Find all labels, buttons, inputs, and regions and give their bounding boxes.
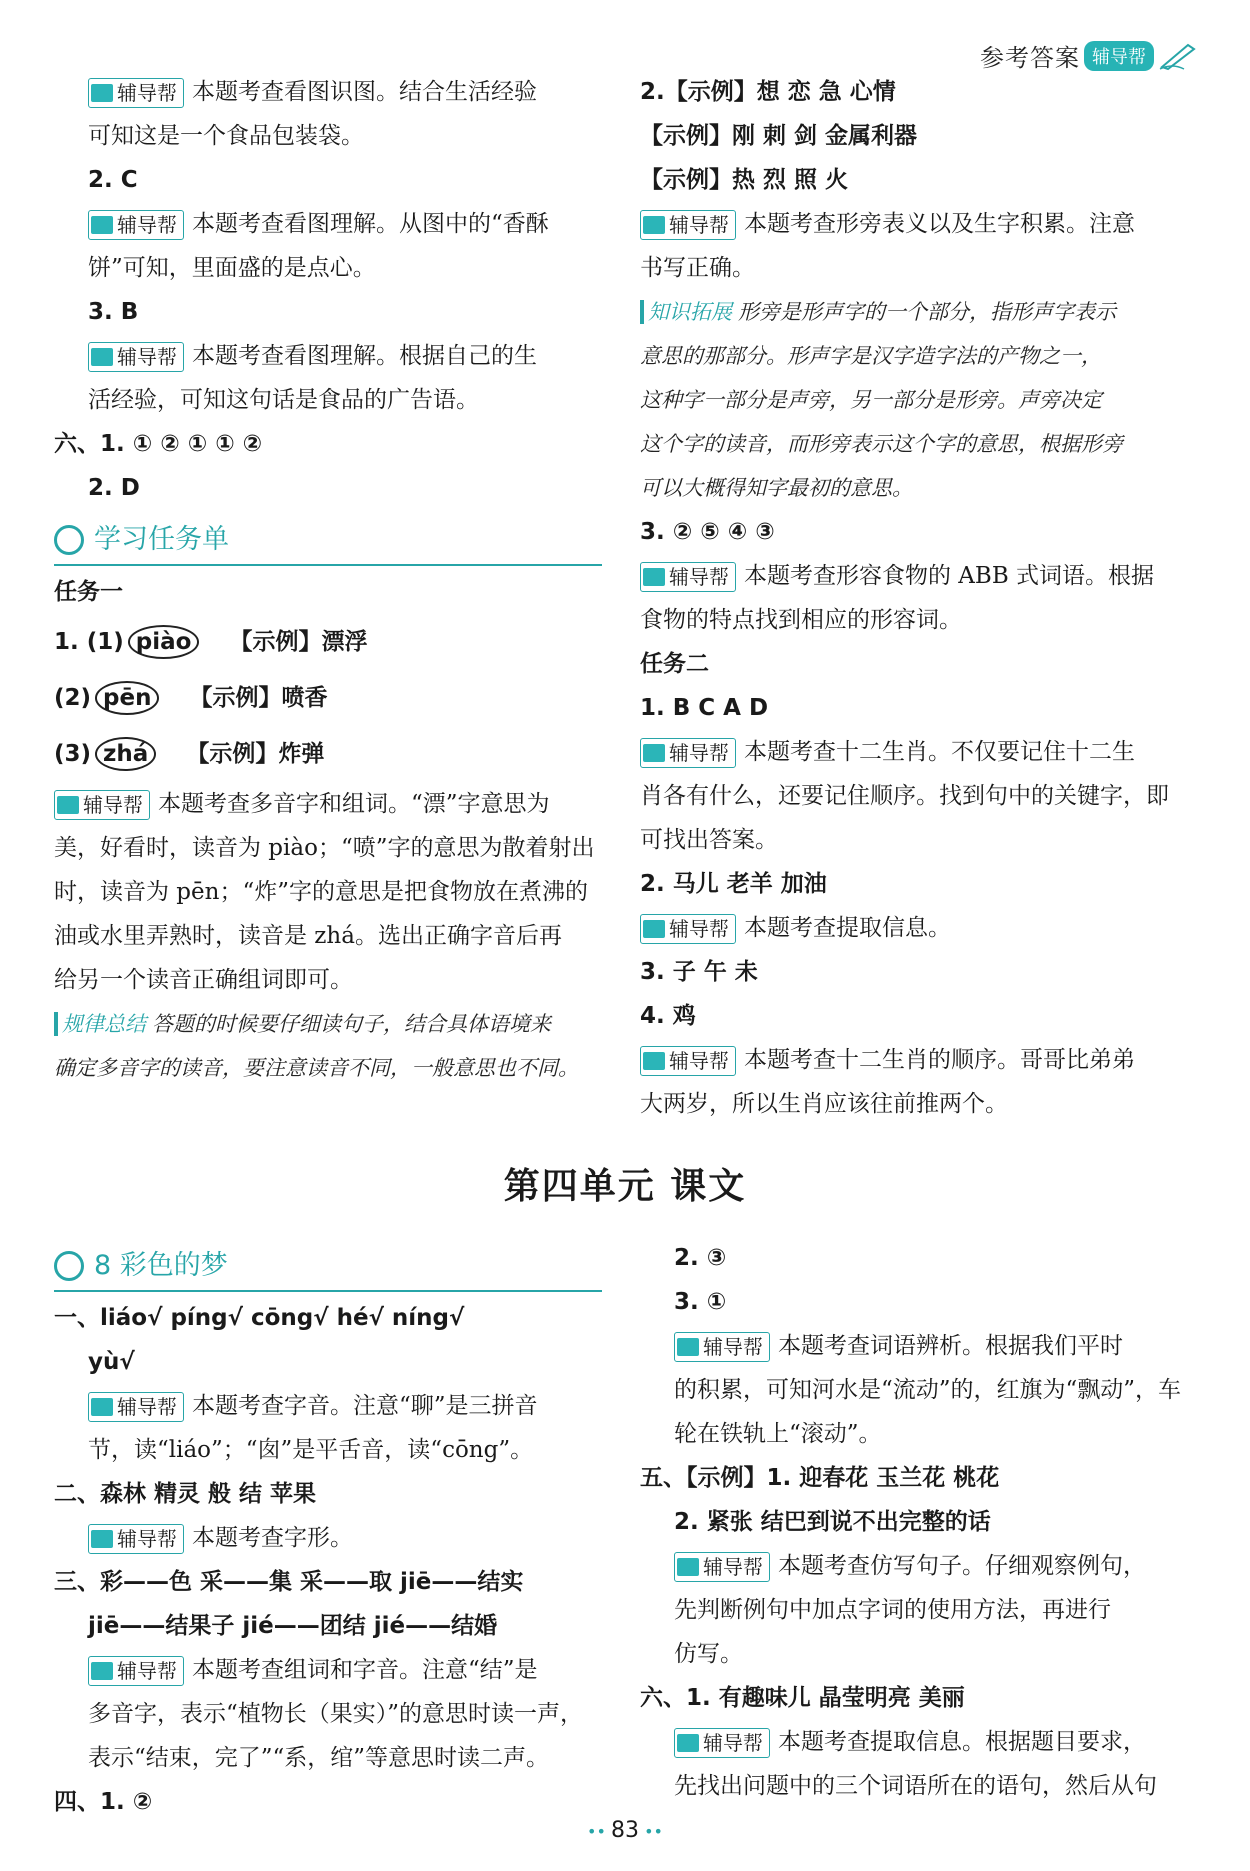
answer-line: 1. B C A D <box>640 695 769 721</box>
fudaobang-tag: 辅导帮 <box>640 914 736 944</box>
fudaobang-tag: 辅导帮 <box>640 1046 736 1076</box>
text-line: 轮在铁轨上“滚动”。 <box>674 1421 882 1447</box>
right-column <box>640 70 1196 1126</box>
text-line: 可找出答案。 <box>640 827 778 853</box>
pinyin-circled: piào <box>128 625 200 659</box>
fudaobang-tag: 辅导帮 <box>88 1392 184 1422</box>
answer-line: (2) pēn 【示例】喷香 <box>54 670 602 726</box>
answer-line: 六、1. 有趣味儿 晶莹明亮 美丽 <box>640 1685 965 1711</box>
fudaobang-tag: 辅导帮 <box>88 1656 184 1686</box>
text-line: 食物的特点找到相应的形容词。 <box>640 607 962 633</box>
note-line: 辅导帮 本题考查看图识图。结合生活经验 <box>54 70 602 114</box>
fudaobang-tag: 辅导帮 <box>674 1728 770 1758</box>
book-icon <box>91 1662 113 1680</box>
text-line: 确定多音字的读音，要注意读音不同，一般意思也不同。 <box>54 1056 579 1080</box>
book-icon <box>643 568 665 586</box>
answer-line: 1. (1) piào 【示例】漂浮 <box>54 614 602 670</box>
fudaobang-tag: 辅导帮 <box>640 738 736 768</box>
header-title: 参考答案 <box>980 44 1080 72</box>
note-line: 辅导帮 本题考查提取信息。 <box>640 906 1196 950</box>
answer-line: 三、彩——色 采——集 采——取 jiē——结实 <box>54 1569 524 1595</box>
answer-line: 二、森林 精灵 般 结 苹果 <box>54 1481 317 1507</box>
note-line: 辅导帮 本题考查提取信息。根据题目要求， <box>640 1720 1196 1764</box>
note-line: 辅导帮 本题考查字音。注意“聊”是三拼音 <box>54 1384 602 1428</box>
fudaobang-tag: 辅导帮 <box>674 1332 770 1362</box>
book-icon <box>677 1558 699 1576</box>
task-heading: 任务二 <box>640 651 709 677</box>
answer-line: 4. 鸡 <box>640 1003 696 1029</box>
text-line: 先找出问题中的三个词语所在的语句，然后从句 <box>674 1773 1157 1799</box>
book-icon <box>91 1398 113 1416</box>
answer-line: 五、【示例】1. 迎春花 玉兰花 桃花 <box>640 1465 1000 1491</box>
text-line: 这种字一部分是声旁，另一部分是形旁。声旁决定 <box>640 388 1102 412</box>
answer-line: 【示例】热 烈 照 火 <box>640 167 849 193</box>
lesson-icon <box>54 1251 84 1281</box>
note-line: 辅导帮 本题考查十二生肖的顺序。哥哥比弟弟 <box>640 1038 1196 1082</box>
answer-line: 3. B <box>88 299 139 325</box>
book-icon <box>91 348 113 366</box>
fudaobang-tag: 辅导帮 <box>674 1552 770 1582</box>
book-icon <box>643 920 665 938</box>
answer-line: 2. 紧张 结巴到说不出完整的话 <box>674 1509 991 1535</box>
answer-line: 2. D <box>88 475 140 501</box>
unit-title: 第四单元 课文 <box>503 1166 747 1207</box>
book-icon <box>643 216 665 234</box>
answer-line: 3. ② ⑤ ④ ③ <box>640 519 775 545</box>
text-line: 这个字的读音，而形旁表示这个字的意思，根据形旁 <box>640 432 1123 456</box>
right-column-lower <box>640 1236 1196 1808</box>
text-line: 意思的那部分。形声字是汉字造字法的产物之一， <box>640 344 1102 368</box>
header-badge: 辅导帮 <box>1084 41 1154 71</box>
task-heading: 任务一 <box>54 579 123 605</box>
text-line: 给另一个读音正确组词即可。 <box>54 967 353 993</box>
task-icon <box>54 525 84 555</box>
fudaobang-tag: 辅导帮 <box>54 790 150 820</box>
knowledge-box: 知识拓展 形旁是形声字的一个部分，指形声字表示 <box>640 290 1196 334</box>
answer-line: 2. 马儿 老羊 加油 <box>640 871 827 897</box>
left-column <box>54 70 602 1090</box>
text-line: 可知这是一个食品包装袋。 <box>88 123 364 149</box>
text-line: 多音字，表示“植物长（果实）”的意思时读一声， <box>88 1701 584 1727</box>
section-header: 学习任务单 <box>54 516 602 566</box>
book-icon <box>91 84 113 102</box>
note-line: 辅导帮 本题考查看图理解。从图中的“香酥 <box>54 202 602 246</box>
answer-line: 【示例】刚 刺 剑 金属利器 <box>640 123 918 149</box>
text-line: 的积累，可知河水是“流动”的，红旗为“飘动”，车 <box>674 1377 1182 1403</box>
note-line: 辅导帮 本题考查词语辨析。根据我们平时 <box>640 1324 1196 1368</box>
pinyin-circled: pēn <box>95 681 159 715</box>
text-line: 饼”可知，里面盛的是点心。 <box>88 255 376 281</box>
note-line: 辅导帮 本题考查字形。 <box>54 1516 602 1560</box>
answer-line: 六、1. ① ② ① ① ② <box>54 431 263 457</box>
book-icon <box>57 796 79 814</box>
text-line: 仿写。 <box>674 1641 743 1667</box>
text-line: 先判断例句中加点字词的使用方法，再进行 <box>674 1597 1111 1623</box>
book-icon <box>91 1530 113 1548</box>
fudaobang-tag: 辅导帮 <box>88 210 184 240</box>
answer-line: 2.【示例】想 恋 急 心情 <box>640 79 896 105</box>
note-line: 辅导帮 本题考查看图理解。根据自己的生 <box>54 334 602 378</box>
note-line: 辅导帮 本题考查形旁表义以及生字积累。注意 <box>640 202 1196 246</box>
rule-summary: 规律总结 答题的时候要仔细读句子，结合具体语境来 <box>54 1002 602 1046</box>
text-line: 大两岁，所以生肖应该往前推两个。 <box>640 1091 1008 1117</box>
note-line: 辅导帮 本题考查十二生肖。不仅要记住十二生 <box>640 730 1196 774</box>
note-line: 辅导帮 本题考查仿写句子。仔细观察例句， <box>640 1544 1196 1588</box>
text-line: 书写正确。 <box>640 255 755 281</box>
answer-line: yù√ <box>88 1349 135 1375</box>
lesson-header: 8 彩色的梦 <box>54 1242 602 1292</box>
page-number: •• 83 •• <box>587 1818 663 1843</box>
answer-line: jiē——结果子 jié——团结 jié——结婚 <box>88 1613 498 1639</box>
text-line: 可以大概得知字最初的意思。 <box>640 476 913 500</box>
text-line: 时，读音为 pēn；“炸”字的意思是把食物放在煮沸的 <box>54 879 588 905</box>
fudaobang-tag: 辅导帮 <box>640 210 736 240</box>
pinyin-circled: zhá <box>95 737 156 771</box>
left-column-lower <box>54 1236 602 1824</box>
text-line: 节，读“liáo”；“囱”是平舌音，读“cōng”。 <box>88 1437 534 1463</box>
knowledge-label: 知识拓展 <box>640 300 732 324</box>
text-line: 肖各有什么，还要记住顺序。找到句中的关键字，即 <box>640 783 1169 809</box>
text-line: 油或水里弄熟时，读音是 zhá。选出正确字音后再 <box>54 923 562 949</box>
fudaobang-tag: 辅导帮 <box>640 562 736 592</box>
book-icon <box>91 216 113 234</box>
note-line: 辅导帮 本题考查形容食物的 ABB 式词语。根据 <box>640 554 1196 598</box>
book-icon <box>677 1734 699 1752</box>
note-line: 辅导帮 本题考查多音字和组词。“漂”字意思为 <box>54 782 602 826</box>
text-line: 活经验，可知这句话是食品的广告语。 <box>88 387 479 413</box>
note-line: 辅导帮 本题考查组词和字音。注意“结”是 <box>54 1648 602 1692</box>
fudaobang-tag: 辅导帮 <box>88 78 184 108</box>
answer-line: 2. ③ <box>674 1245 727 1271</box>
text-line: 美，好看时，读音为 piào；“喷”字的意思为散着射出 <box>54 835 595 861</box>
text-line: 表示“结束，完了”“系，绾”等意思时读二声。 <box>88 1745 550 1771</box>
answer-line: 一、liáo√ píng√ cōng√ hé√ níng√ <box>54 1305 465 1331</box>
page-header <box>980 38 1198 73</box>
fudaobang-tag: 辅导帮 <box>88 342 184 372</box>
pen-icon <box>1158 41 1198 71</box>
answer-line: 四、1. ② <box>54 1789 153 1815</box>
answer-line: (3) zhá 【示例】炸弹 <box>54 726 602 782</box>
answer-line: 3. ① <box>674 1289 727 1315</box>
book-icon <box>643 744 665 762</box>
fudaobang-tag: 辅导帮 <box>88 1524 184 1554</box>
answer-line: 3. 子 午 未 <box>640 959 758 985</box>
book-icon <box>677 1338 699 1356</box>
book-icon <box>643 1052 665 1070</box>
answer-line: 2. C <box>88 167 138 193</box>
rule-label: 规律总结 <box>54 1012 146 1036</box>
